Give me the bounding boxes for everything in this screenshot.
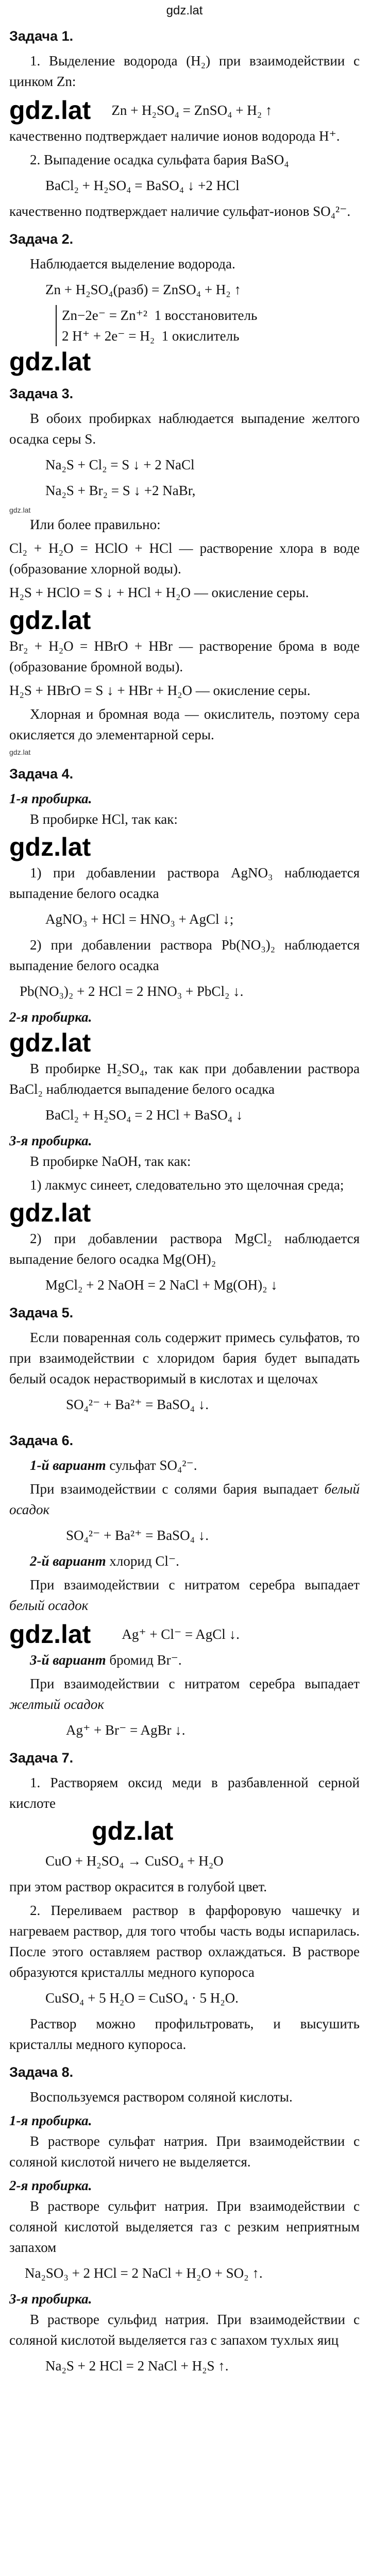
task-2-electron-balance xyxy=(56,305,257,346)
task-8-tube-1-heading: 1-я пробирка. xyxy=(9,2113,92,2128)
task-6-variant-1-equation: SO₄²⁻ + Ba²⁺ = BaSO₄ ↓. xyxy=(66,1528,209,1543)
task-8-tube-3-equation: Na₂S + 2 HCl = 2 NaCl + H₂S ↑. xyxy=(45,2358,229,2374)
task-4-tube-3-heading: 3-я пробирка. xyxy=(9,1133,92,1148)
task-6-variant-2-equation: Ag⁺ + Cl⁻ = AgCl ↓. xyxy=(122,1626,240,1642)
task-5-heading: Задача 5. xyxy=(9,1305,74,1320)
task-7-equation-2: CuSO₄ + 5 H₂O = CuSO₄ · 5 H₂O. xyxy=(45,1990,239,2006)
watermark: gdz.lat xyxy=(9,833,91,861)
watermark-small: gdz.lat xyxy=(9,748,31,756)
task-8-tube-2-text: В растворе сульфит натрия. При взаимодействии с соляной кислотой выделяется газ с резким неприятным запахом xyxy=(9,2198,360,2255)
task-4-tube-2-heading: 2-я пробирка. xyxy=(9,1009,92,1025)
task-4-tube-2-equation-1: BaCl₂ + H₂SO₄ = 2 HCl + BaSO₄ ↓ xyxy=(45,1107,243,1123)
task-4-tube-1-text-1: В пробирке HCl, так как: xyxy=(30,811,178,827)
task-4-tube-3-text-1: В пробирке NaOH, так как: xyxy=(30,1154,191,1169)
task-6-variant-1-label: 1-й вариант xyxy=(30,1458,106,1473)
task-4-tube-3-text-3: 2) при добавлении раствора MgCl₂ наблюдается выпадение белого осадка Mg(OH)₂ xyxy=(9,1231,360,1267)
task-6-variant-2-precipitate: белый осадок xyxy=(9,1598,89,1613)
task-6-variant-3-ion: бромид Br⁻. xyxy=(109,1652,182,1668)
task-1-equation-1: Zn + H₂SO₄ = ZnSO₄ + H₂ ↑ xyxy=(111,103,273,118)
task-3-text-3: Cl₂ + H₂O = HClO + HCl — растворение хлора в воде (образование хлорной воды). xyxy=(9,540,360,577)
watermark: gdz.lat xyxy=(9,96,91,125)
task-3-heading: Задача 3. xyxy=(9,386,74,401)
task-7-text-2: при этом раствор окрасится в голубой цвет. xyxy=(9,1879,267,1894)
task-6-variant-2-text-main: При взаимодействии с нитратом серебра выпадает xyxy=(30,1577,360,1592)
task-2-text-1: Наблюдается выделение водорода. xyxy=(30,256,235,272)
watermark: gdz.lat xyxy=(9,1028,91,1057)
watermark: gdz.lat xyxy=(92,1817,174,1845)
task-6-variant-3-text xyxy=(9,1673,360,1715)
task-2-equation-1: Zn + H₂SO₄(разб) = ZnSO₄ + H₂ ↑ xyxy=(45,282,241,297)
site-header-watermark[interactable]: gdz.lat xyxy=(166,4,203,18)
task-8-text-1: Воспользуемся раствором соляной кислоты. xyxy=(30,2089,293,2105)
task-7-equation-1: CuO + H₂SO₄ → CuSO₄ + H₂O xyxy=(45,1853,224,1869)
task-3-text-5: Br₂ + H₂O = HBrO + HBr — растворение брома в воде (образование бромной воды). xyxy=(9,638,360,674)
task-3-text-1: В обоих пробирках наблюдается выпадение желтого осадка серы S. xyxy=(9,411,360,447)
task-8-heading: Задача 8. xyxy=(9,2064,74,2080)
task-6-variant-1-ion: сульфат SO₄²⁻. xyxy=(109,1458,197,1473)
task-2-balance-1-role: 1 восстановитель xyxy=(154,308,258,323)
task-3-text-2: Или более правильно: xyxy=(30,517,161,532)
watermark: gdz.lat xyxy=(9,606,91,635)
task-1-heading: Задача 1. xyxy=(9,28,74,44)
watermark: gdz.lat xyxy=(9,347,91,376)
task-4-tube-2-text-1: В пробирке H₂SO₄, так как при добавлении раствора BaCl₂ наблюдается выпадение белого осадка xyxy=(9,1061,360,1097)
task-1-text-3: 2. Выпадение осадка сульфата бария BaSO₄ xyxy=(30,152,289,167)
task-6-variant-2-ion: хлорид Cl⁻. xyxy=(109,1553,179,1569)
task-6-variant-3-text-main: При взаимодействии с нитратом серебра выпадает xyxy=(30,1676,360,1691)
task-7-text-4: Раствор можно профильтровать, и высушить кристаллы медного купороса. xyxy=(9,2016,360,2052)
task-4-tube-1-text-2: 1) при добавлении раствора AgNO₃ наблюдается выпадение белого осадка xyxy=(9,865,360,901)
task-1-text-1: 1. Выделение водорода (H₂) при взаимодействии с цинком Zn: xyxy=(9,53,360,89)
task-6-heading: Задача 6. xyxy=(9,1433,74,1448)
task-4-heading: Задача 4. xyxy=(9,766,74,782)
task-6-variant-2-text xyxy=(9,1574,360,1616)
task-6-variant-3-precipitate: желтый осадок xyxy=(9,1697,104,1712)
task-8-tube-2-equation: Na₂SO₃ + 2 HCl = 2 NaCl + H₂O + SO₂ ↑. xyxy=(25,2265,263,2281)
task-6-variant-3-label: 3-й вариант xyxy=(30,1652,106,1668)
task-8-tube-3-text: В растворе сульфид натрия. При взаимодействии с соляной кислотой выделяется газ с запахом тухлых яиц xyxy=(9,2312,360,2348)
task-8-tube-2-heading: 2-я пробирка. xyxy=(9,2178,92,2193)
task-4-tube-3-equation-1: MgCl₂ + 2 NaOH = 2 NaCl + Mg(OH)₂ ↓ xyxy=(45,1277,278,1293)
task-8-tube-1-text: В растворе сульфат натрия. При взаимодействии с соляной кислотой ничего не выделяется. xyxy=(9,2133,360,2170)
task-2-balance-2-role: 1 окислитель xyxy=(161,328,240,344)
task-3-equation-1: Na₂S + Cl₂ = S ↓ + 2 NaCl xyxy=(45,457,195,472)
task-2-balance-1: Zn−2e⁻ = Zn⁺² xyxy=(62,308,148,323)
task-6-variant-3-equation: Ag⁺ + Br⁻ = AgBr ↓. xyxy=(66,1722,185,1738)
task-1-text-4: качественно подтверждает наличие сульфат-ионов SO₄²⁻. xyxy=(9,204,351,219)
watermark: gdz.lat xyxy=(9,1620,91,1649)
task-8-tube-3-heading: 3-я пробирка. xyxy=(9,2291,92,2307)
task-3-equation-2: Na₂S + Br₂ = S ↓ +2 NaBr, xyxy=(45,483,196,498)
task-6-variant-2 xyxy=(9,1551,360,1571)
task-3-text-6: H₂S + HBrO = S ↓ + HBr + H₂O — окисление серы. xyxy=(9,683,311,698)
task-7-text-1: 1. Растворяем оксид меди в разбавленной серной кислоте xyxy=(9,1775,360,1811)
task-4-tube-1-heading: 1-я пробирка. xyxy=(9,791,92,806)
task-5-equation-1: SO₄²⁻ + Ba²⁺ = BaSO₄ ↓. xyxy=(66,1397,209,1412)
task-3-text-4: H₂S + HClO = S ↓ + HCl + H₂O — окисление серы. xyxy=(9,585,309,600)
watermark: gdz.lat xyxy=(9,1198,91,1227)
task-6-variant-2-label: 2-й вариант xyxy=(30,1553,106,1569)
task-6-variant-1 xyxy=(9,1455,360,1476)
task-4-tube-1-text-3: 2) при добавлении раствора Pb(NO₃)₂ наблюдается выпадение белого осадка xyxy=(9,937,360,973)
task-6-variant-1-text xyxy=(9,1479,360,1520)
task-4-tube-1-equation-1: AgNO₃ + HCl = HNO₃ + AgCl ↓; xyxy=(45,911,234,927)
task-2-heading: Задача 2. xyxy=(9,231,74,247)
watermark-small: gdz.lat xyxy=(9,506,31,514)
task-2-balance-2: 2 H⁺ + 2e⁻ = H₂ xyxy=(62,328,155,344)
task-6-variant-3 xyxy=(9,1650,360,1670)
task-5-text-1: Если поваренная соль содержит примесь сульфатов, то при взаимодействии с хлоридом бария будет выпадать белый осадок нерастворимый в кислотах и щелочах xyxy=(9,1330,360,1386)
task-3-text-7: Хлорная и бромная вода — окислитель, поэтому сера окисляется до элементарной серы. xyxy=(9,706,360,742)
task-1-equation-2: BaCl₂ + H₂SO₄ = BaSO₄ ↓ +2 HCl xyxy=(45,178,240,193)
task-4-tube-3-text-2: 1) лакмус синеет, следовательно это щелочная среда; xyxy=(30,1177,344,1193)
task-1-text-2: качественно подтверждает наличие ионов водорода H⁺. xyxy=(9,128,340,144)
task-6-variant-1-text-main: При взаимодействии с солями бария выпадает xyxy=(30,1481,318,1497)
task-4-tube-1-equation-2: Pb(NO₃)₂ + 2 HCl = 2 HNO₃ + PbCl₂ ↓. xyxy=(20,984,244,999)
task-7-text-3: 2. Переливаем раствор в фарфоровую чашечку и нагреваем раствор, для того чтобы часть воды испарилась. После этого оставляем раствор охлаждаться. В растворе образуются кристаллы медного купороса xyxy=(9,1903,360,1980)
task-7-heading: Задача 7. xyxy=(9,1750,74,1766)
task-6-variant-1-precipitate: белый осадок xyxy=(9,1481,360,1517)
